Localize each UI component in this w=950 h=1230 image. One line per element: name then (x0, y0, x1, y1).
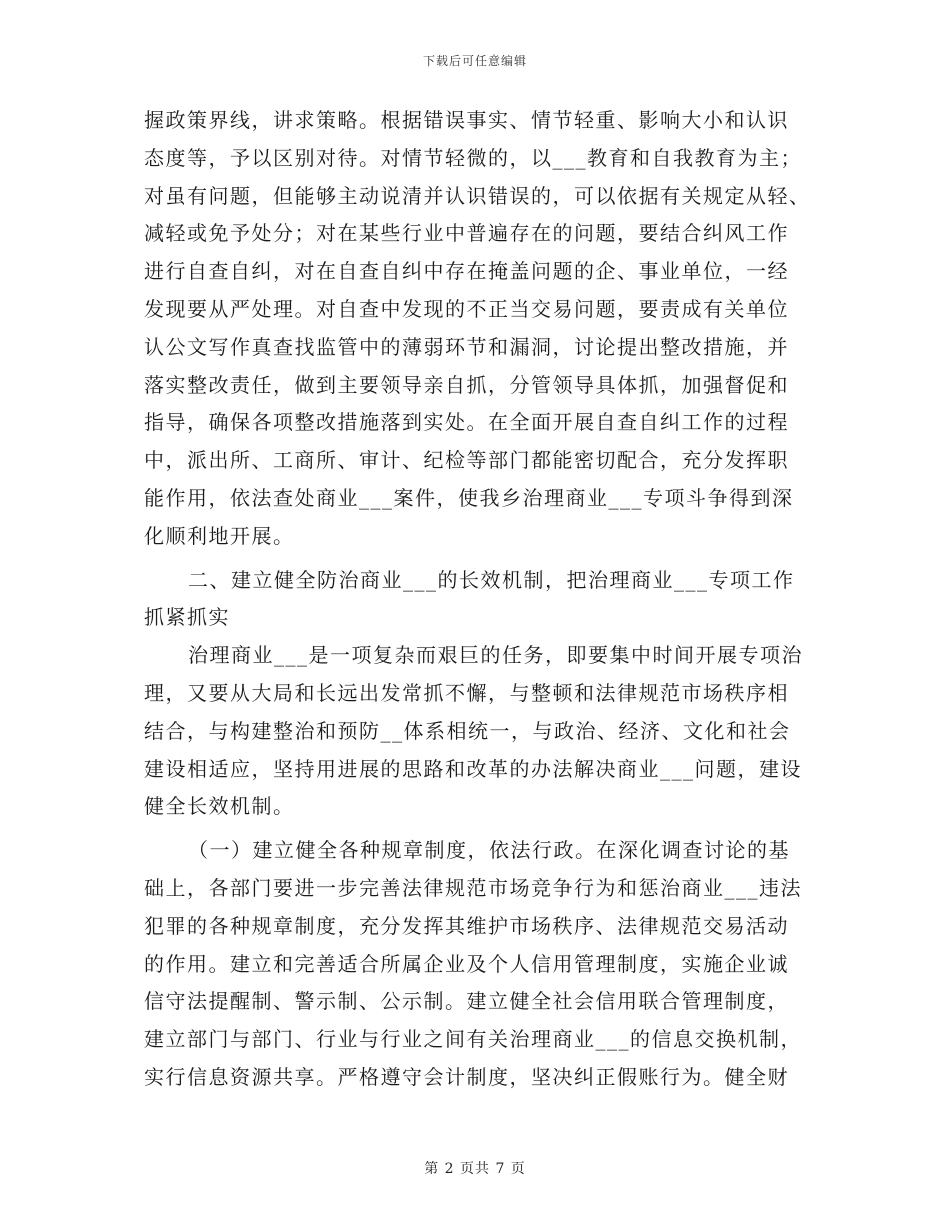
text-line: 中，派出所、工商所、审计、纪检等部门都能密切配合，充分发挥职 (144, 448, 789, 473)
text-line: 建设相适应，坚持用进展的思路和改革的办法解决商业___问题，建设 (144, 756, 802, 781)
text-line: 能作用，依法查处商业___案件，使我乡治理商业___专项斗争得到深 (144, 485, 794, 510)
text-line: 对虽有问题，但能够主动说清并认识错误的，可以依据有关规定从轻、 (144, 183, 811, 208)
text-line: 化顺利地开展。 (144, 523, 295, 548)
text-line: 落实整改责任，做到主要领导亲自抓，分管领导具体抓，加强督促和 (144, 372, 789, 397)
text-line: 指导，确保各项整改措施落到实处。在全面开展自查自纠工作的过程 (144, 410, 789, 435)
section-heading: 二、建立健全防治商业___的长效机制，把治理商业___专项工作 (188, 567, 795, 592)
text-line: 健全长效机制。 (144, 794, 295, 819)
text-line: 进行自查自纠，对在自查自纠中存在掩盖问题的企、事业单位，一经 (144, 259, 789, 284)
text-line: 减轻或免予处分；对在某些行业中普遍存在的问题，要结合纠风工作 (144, 221, 789, 246)
text-line: 的作用。建立和完善适合所属企业及个人信用管理制度，实施企业诚 (144, 951, 789, 976)
document-body (144, 102, 811, 1097)
text-line: 犯罪的各种规章制度，充分发挥其维护市场秩序、法律规范交易活动 (144, 913, 789, 938)
text-line: 态度等，予以区别对待。对情节轻微的，以___教育和自我教育为主； (144, 145, 802, 170)
text-line: 建立部门与部门、行业与行业之间有关治理商业___的信息交换机制， (144, 1027, 802, 1052)
text-line: 实行信息资源共享。严格遵守会计制度，坚决纠正假账行为。健全财 (144, 1064, 789, 1089)
section-heading: 抓紧抓实 (144, 605, 230, 630)
text-line: 认公文写作真查找监管中的薄弱环节和漏洞，讨论提出整改措施，并 (144, 334, 789, 359)
page-header: 下载后可任意编辑 (422, 54, 527, 68)
text-line: 础上，各部门要进一步完善法律规范市场竞争行为和惩治商业___违法 (144, 875, 802, 900)
subsection-line: （一）建立健全各种规章制度，依法行政。在深化调查讨论的基 (188, 838, 790, 863)
text-line: 理，又要从大局和长远出发常抓不懈，与整顿和法律规范市场秩序相 (144, 680, 789, 705)
text-line: 信守法提醒制、警示制、公示制。建立健全社会信用联合管理制度， (144, 989, 789, 1014)
page-number: 第 2 页共 7 页 (424, 1161, 526, 1177)
text-line: 发现要从严处理。对自查中发现的不正当交易问题，要责成有关单位 (144, 296, 789, 321)
text-line: 握政策界线，讲求策略。根据错误事实、情节轻重、影响大小和认识 (144, 108, 789, 132)
text-line: 治理商业___是一项复杂而艰巨的任务，即要集中时间开展专项治 (188, 643, 803, 668)
text-line: 结合，与构建整治和预防__体系相统一，与政治、经济、文化和社会 (144, 718, 791, 743)
